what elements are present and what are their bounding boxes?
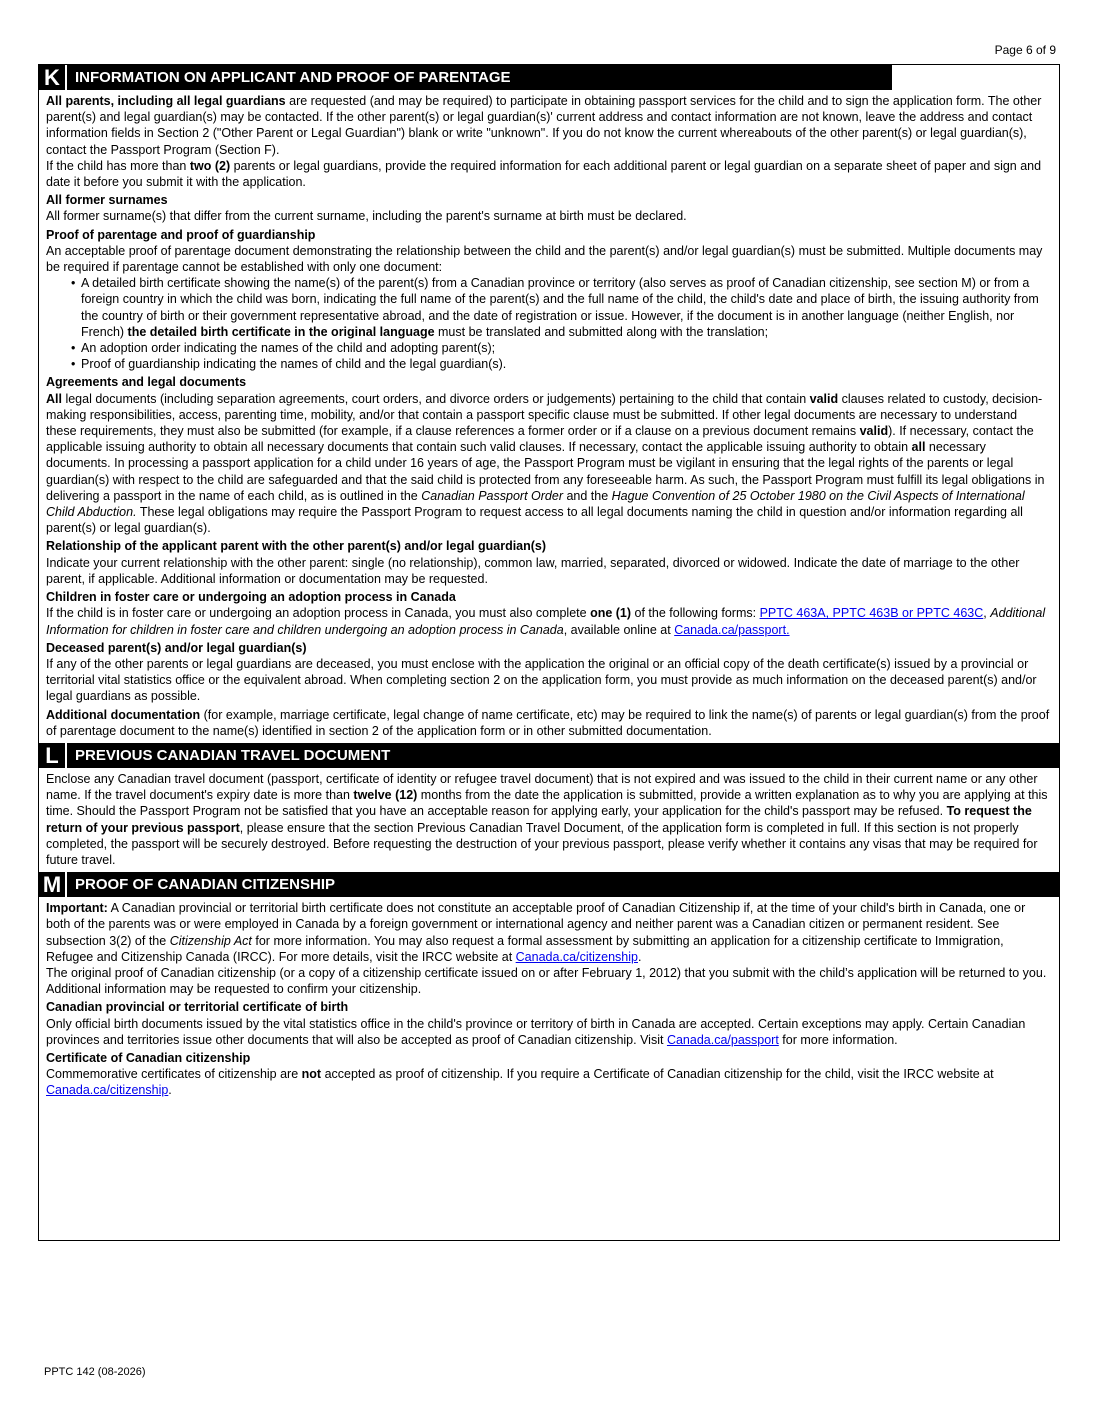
section-k-body — [39, 90, 1059, 743]
two-parents-paragraph: If the child has more than two (2) parents or legal guardians, provide the required information for each additional parent or legal guardian on a separate sheet of paper and sign and date it before you submit it with the application. — [46, 158, 1042, 190]
list-item: • An adoption order indicating the names of the child and adopting parent(s); — [71, 340, 1051, 356]
former-surnames-text: All former surname(s) that differ from the current surname, including the parent's surname at birth must be declared. — [46, 209, 687, 224]
section-m-title: PROOF OF CANADIAN CITIZENSHIP — [67, 872, 1059, 897]
additional-documentation-text: Additional documentation (for example, marriage certificate, legal change of name certificate, etc) may be required to link the name(s) of parents or legal guardian(s) from the proof of parentage document to the name(s) identified in section 2 of the application form or in other submitted documentation. — [46, 707, 1050, 738]
proof-documents-list — [46, 275, 1051, 372]
birth-certificate-heading: Canadian provincial or territorial certificate of birth — [46, 1000, 349, 1015]
proof-parentage-heading: Proof of parentage and proof of guardianship — [46, 227, 316, 242]
deceased-text: If any of the other parents or legal guardians are deceased, you must enclose with the application the original or an official copy of the death certificate(s) issued by a provincial or territorial vital statistics office or the equivalent abroad. When completing section 2 on the application form, you must provide as much information on the deceased parent(s) and/or legal guardians as possible. — [46, 656, 1037, 704]
section-l-body — [39, 768, 1059, 872]
section-m-letter: M — [39, 872, 65, 897]
parents-paragraph: All parents, including all legal guardians are requested (and may be required) to participate in obtaining passport services for the child and to sign the application form. The other parent(s) and legal guardian(s) may be contacted. If the other parent(s) or legal guardian(s)' current address and contact information are not known, leave the address and contact information fields in Section 2 ("Other Parent or Legal Guardian") blank or write "unknown". If you do not know the current whereabouts of the other parent(s) or legal guardian(s), contact the Passport Program (Section F). — [46, 94, 1042, 157]
canada-passport-link[interactable]: Canada.ca/passport — [666, 1032, 779, 1047]
section-m-body — [39, 897, 1059, 1102]
form-frame — [38, 64, 1060, 1241]
list-item: • Proof of guardianship indicating the names of child and the legal guardian(s). — [71, 356, 1051, 372]
original-proof-text: The original proof of Canadian citizenship (or a copy of a citizenship certificate issued on or after February 1, 2012) that you submit with the child’s application will be returned to you. Additional information may be requested to confirm your citizenship. — [46, 965, 1047, 997]
section-k-title: INFORMATION ON APPLICANT AND PROOF OF PARENTAGE — [67, 65, 892, 90]
section-l-letter: L — [39, 743, 65, 768]
relationship-heading: Relationship of the applicant parent with the other parent(s) and/or legal guardian(s) — [46, 539, 547, 554]
list-item: • A detailed birth certificate showing the name(s) of the parent(s) from a Canadian province or territory (also serves as proof of Canadian citizenship, see section M) or from a foreign country in which the child was born, indicating the full name of the parent(s) and the full name of the child, the child's date and place of birth, the issuing authority from the country of birth or their government representative abroad, and the date of registration or issue. However, if the document is in another language (neither English, nor French) the detailed birth certificate in the original language must be translated and submitted along with the translation; — [71, 275, 1051, 340]
former-surnames-heading: All former surnames — [46, 193, 168, 208]
foster-care-text: If the child is in foster care or undergoing an adoption process in Canada, you must also complete one (1) of the following forms: PPTC 463A, PPTC 463B or PPTC 463C, Additional Information for children in foster care and children undergoing an adoption process in Canada, available online at Canada.ca/passport. — [46, 606, 1046, 637]
birth-certificate-text: Only official birth documents issued by the vital statistics office in the child's province or territory of birth in Canada are accepted. Certain exceptions may apply. Certain Canadian provinces and territories issue other documents that will also be accepted as proof of Canadian citizenship. Visit Canada.ca/passport for more information. — [46, 1016, 1026, 1047]
canada-citizenship-link[interactable]: Canada.ca/citizenship — [46, 1083, 169, 1098]
section-l-title: PREVIOUS CANADIAN TRAVEL DOCUMENT — [67, 743, 1059, 768]
foster-care-heading: Children in foster care or undergoing an adoption process in Canada — [46, 590, 456, 605]
canada-passport-link[interactable]: Canada.ca/passport. — [674, 622, 790, 637]
section-k-letter: K — [39, 65, 65, 90]
important-paragraph: Important: A Canadian provincial or territorial birth certificate does not constitute an acceptable proof of Canadian Citizenship if, at the time of your child's birth in Canada, one or both of the parents was or were employed in Canada by a foreign government or international agency and neither parent was a Canadian citizen or permanent resident. See subsection 3(2) of the Citizenship Act for more information. You may also request a formal assessment by submitting an application for a citizenship certificate to Immigration, Refugee and Citizenship Canada (IRCC). For more details, visit the IRCC website at Canada.ca/citizenship. — [46, 901, 1026, 964]
section-m-header — [39, 872, 1059, 897]
pptc-463-forms-link[interactable]: PPTC 463A, PPTC 463B or PPTC 463C — [759, 606, 984, 621]
deceased-heading: Deceased parent(s) and/or legal guardian(s) — [46, 640, 307, 655]
agreements-text: All legal documents (including separation agreements, court orders, and divorce orders or judgements) pertaining to the child that contain valid clauses related to custody, decision-making responsibilities, access, parenting time, mobility, and/or that contain a passport specific clause must be submitted. If other legal documents are necessary to understand these requirements, they must also be submitted (for example, if a clause references a former order or if a clause on a previous document remains valid). If necessary, contact the applicable issuing authority to obtain all necessary documents that contain such valid clauses. If necessary, contact the applicable issuing authority to obtain all necessary documents. In processing a passport application for a child under 16 years of age, the Passport Program must be vigilant in ensuring that the legal rights of the parents or legal guardian(s) with respect to the child are safeguarded and that the said child is protected from any foreseeable harm. As such, the Passport Program must fulfill its legal obligations in delivering a passport in the name of each child, as is outlined in the Canadian Passport Order and the Hague Convention of 25 October 1980 on the Civil Aspects of International Child Abduction. These legal obligations may require the Passport Program to request access to all legal documents naming the child in question and/or information regarding all parent(s) or legal guardian(s). — [46, 391, 1045, 536]
page-number: Page 6 of 9 — [994, 43, 1056, 57]
proof-parentage-text: An acceptable proof of parentage document demonstrating the relationship between the child and the parent(s) and/or legal guardian(s) must be submitted. Multiple documents may be required if parentage cannot be established with only one document: — [46, 243, 1043, 275]
previous-document-text: Enclose any Canadian travel document (passport, certificate of identity or refugee travel document) that is not expired and was issued to the child in their current name or any other name. If the travel document's expiry date is more than twelve (12) months from the date the application is submitted, provide a written explanation as to why you are applying at this time. Should the Passport Program not be satisfied that you have an acceptable reason for applying early, your application for the child's passport may be refused. To request the return of your previous passport, please ensure that the section Previous Canadian Travel Document, of the application form is completed in full. If this section is not properly completed, the passport will be securely destroyed. Before requesting the destruction of your previous passport, please verify whether it contains any visas that may be required for future travel. — [46, 771, 1048, 867]
agreements-heading: Agreements and legal documents — [46, 375, 247, 390]
section-k-header — [39, 65, 1059, 90]
citizenship-certificate-text: Commemorative certificates of citizenship are not accepted as proof of citizenship. If you require a Certificate of Canadian citizenship for the child, visit the IRCC website at Canada.ca/citizenship. — [46, 1067, 994, 1098]
relationship-text: Indicate your current relationship with the other parent: single (no relationship), common law, married, separated, divorced or widowed. Indicate the date of marriage to the other parent, if applicable. Additional information or documentation may be requested. — [46, 555, 1020, 586]
citizenship-certificate-heading: Certificate of Canadian citizenship — [46, 1050, 251, 1065]
canada-citizenship-link[interactable]: Canada.ca/citizenship — [515, 949, 638, 964]
form-number-footer: PPTC 142 (08-2026) — [44, 1366, 146, 1378]
section-l-header — [39, 743, 1059, 768]
